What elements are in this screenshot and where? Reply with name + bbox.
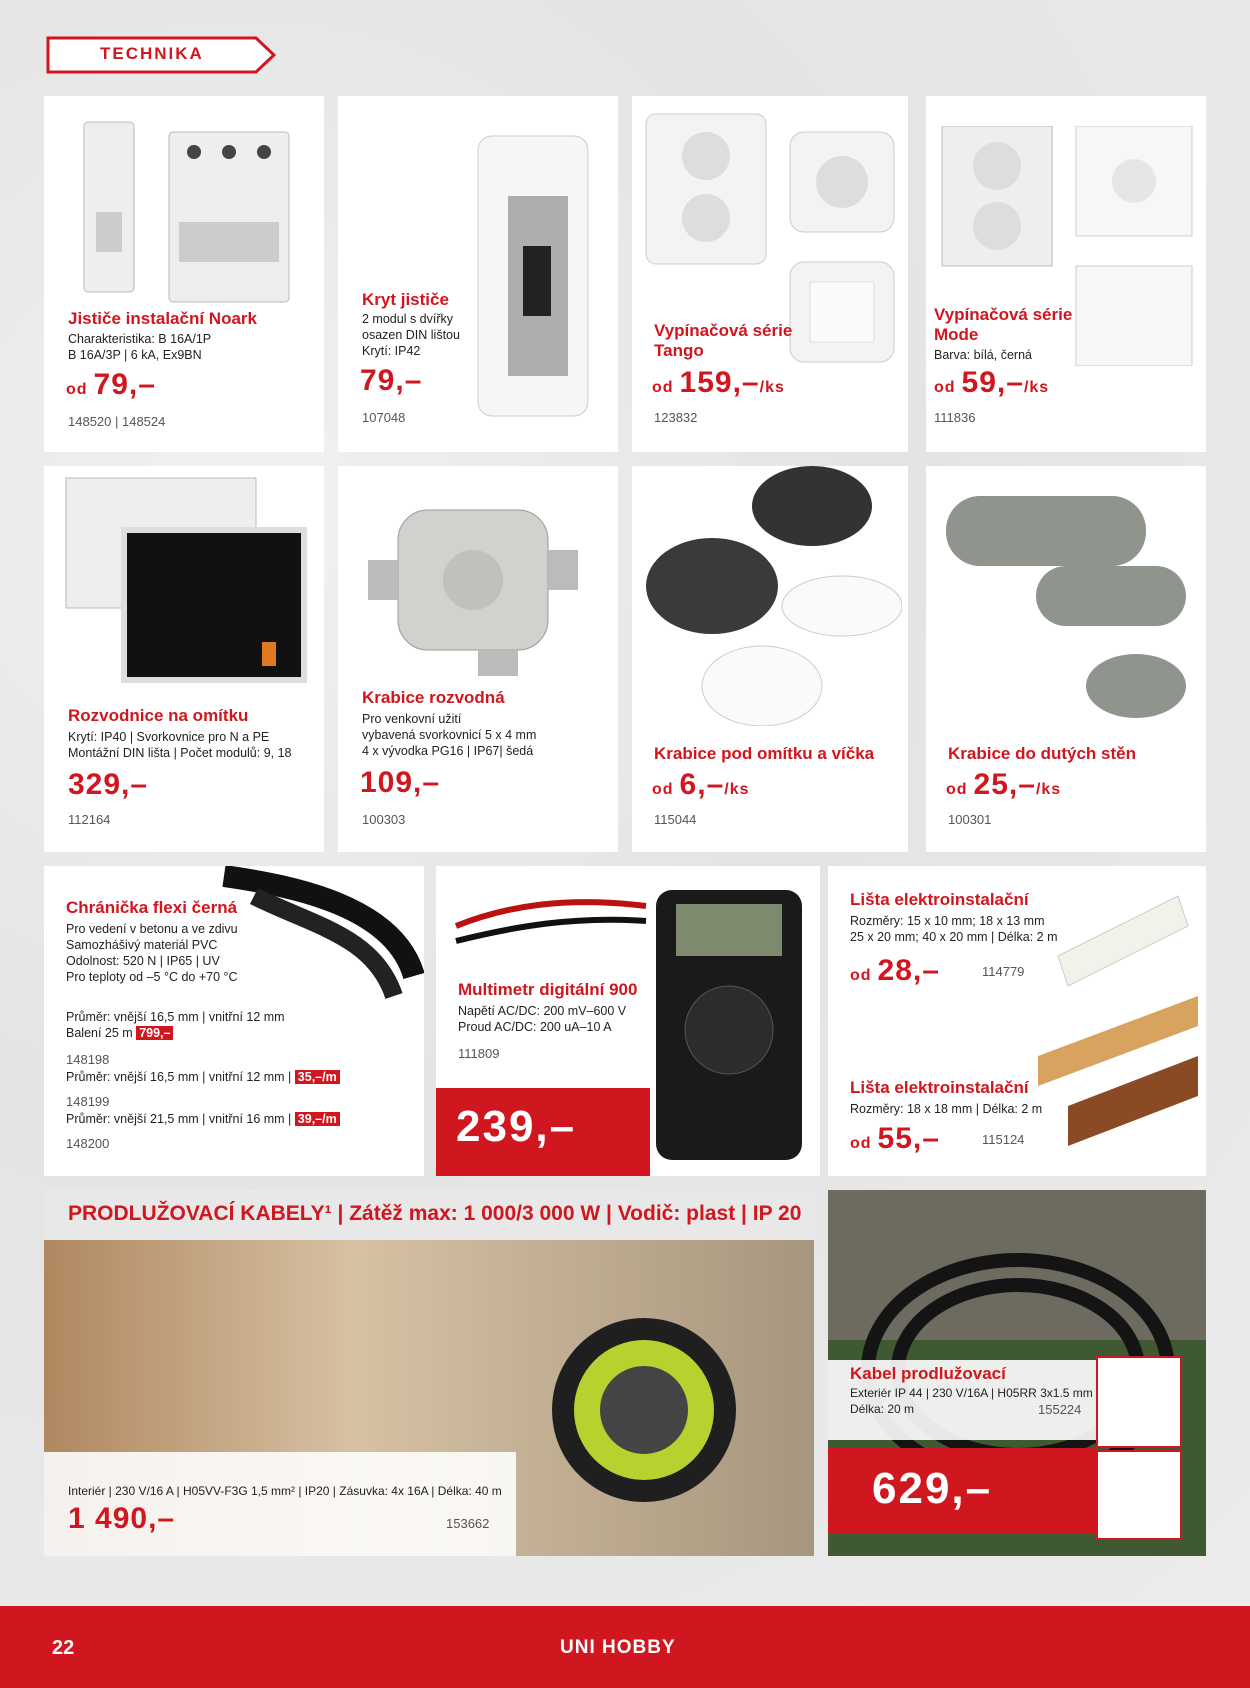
variant-line: Průměr: vnější 16,5 mm | vnitřní 12 mm | bbox=[66, 1070, 292, 1084]
product-title: Tango bbox=[654, 341, 704, 360]
product-desc: 4 x vývodka PG16 | IP67| šedá bbox=[362, 744, 534, 758]
price-prefix: od bbox=[934, 379, 956, 396]
price-unit: /ks bbox=[724, 781, 750, 798]
conduit-image bbox=[214, 866, 424, 1006]
product-code: 148198 bbox=[66, 1052, 110, 1067]
section-tag bbox=[46, 36, 274, 72]
product-desc: B 16A/3P | 6 kA, Ex9BN bbox=[68, 348, 202, 362]
socket-detail-image bbox=[1096, 1356, 1182, 1448]
price-prefix: od bbox=[946, 781, 968, 798]
variant-pack: Balení 25 m bbox=[66, 1026, 133, 1040]
product-desc: Rozměry: 15 x 10 mm; 18 x 13 mm bbox=[850, 914, 1045, 928]
product-title: Kryt jističe bbox=[362, 290, 449, 309]
product-title: Kabel prodlužovací bbox=[850, 1364, 1006, 1383]
price-unit: /ks bbox=[759, 379, 785, 396]
variant-desc: Průměr: vnější 16,5 mm | vnitřní 12 mm bbox=[66, 1010, 285, 1024]
product-title: Krabice do dutých stěn bbox=[948, 744, 1136, 763]
product-desc: 2 modul s dvířky bbox=[362, 312, 454, 326]
product-desc: Délka: 20 m bbox=[850, 1402, 915, 1416]
product-card-tango[interactable] bbox=[632, 96, 908, 452]
price-value: 25,– bbox=[973, 768, 1036, 801]
product-code: 148199 bbox=[66, 1094, 110, 1109]
variant-line: Průměr: vnější 21,5 mm | vnitřní 16 mm | bbox=[66, 1112, 292, 1126]
price-value: 6,– bbox=[679, 768, 725, 801]
price-badge bbox=[436, 1088, 650, 1176]
price-unit: /ks bbox=[1023, 379, 1050, 396]
price-value: 159,– bbox=[679, 366, 760, 399]
extension-cables-banner[interactable] bbox=[44, 1190, 814, 1556]
product-desc: Charakteristika: B 16A/1P bbox=[68, 332, 212, 346]
product-card-kryt[interactable] bbox=[338, 96, 618, 452]
product-code: 112164 bbox=[68, 812, 111, 827]
product-card-lista[interactable] bbox=[828, 866, 1206, 1176]
product-code: 111809 bbox=[458, 1046, 500, 1061]
cavity-box-image bbox=[936, 486, 1198, 726]
product-price bbox=[934, 366, 1049, 400]
product-desc: Interiér | 230 V/16 A | H05VV-F3G 1,5 mm² | IP20 | Zásuvka: 4x 16A | Délka: 40 m bbox=[68, 1484, 502, 1498]
product-price bbox=[66, 368, 156, 402]
circuit-breaker-image bbox=[74, 112, 304, 312]
variant-price: 35,–/m bbox=[295, 1070, 340, 1084]
page-number: 22 bbox=[52, 1637, 75, 1659]
variant-desc bbox=[66, 1026, 173, 1041]
product-price bbox=[850, 1122, 940, 1156]
product-desc: osazen DIN lištou bbox=[362, 328, 460, 342]
product-desc: Krytí: IP40 | Svorkovnice pro N a PE bbox=[68, 730, 270, 744]
variant-desc bbox=[66, 1070, 340, 1085]
product-card-krabice-rozvodna[interactable] bbox=[338, 466, 618, 852]
product-title: Mode bbox=[934, 325, 979, 344]
product-code: 111836 bbox=[934, 410, 976, 425]
price-value: 59,– bbox=[961, 366, 1024, 399]
product-code: 100301 bbox=[948, 812, 992, 827]
cable-trunking-wood-image bbox=[1028, 996, 1206, 1156]
banner-headline: PRODLUŽOVACÍ KABELY¹ | Zátěž max: 1 000/3 000 W | Vodič: plast | IP 20 bbox=[68, 1202, 802, 1225]
price-value: 79,– bbox=[93, 368, 156, 401]
product-title: Lišta elektroinstalační bbox=[850, 1078, 1029, 1097]
brand-logo: UNI HOBBY bbox=[560, 1637, 676, 1658]
price-value: 28,– bbox=[877, 954, 940, 987]
product-card-kabel-ext[interactable] bbox=[828, 1190, 1206, 1556]
price-value: 55,– bbox=[877, 1122, 940, 1155]
product-price bbox=[652, 366, 785, 400]
product-desc: Napětí AC/DC: 200 mV–600 V bbox=[458, 1004, 627, 1018]
product-card-jistice[interactable] bbox=[44, 96, 324, 452]
product-title: Lišta elektroinstalační bbox=[850, 890, 1029, 909]
banner-headline-strip bbox=[44, 1190, 814, 1240]
product-card-chranicka[interactable] bbox=[44, 866, 424, 1176]
product-code: 100303 bbox=[362, 812, 406, 827]
breaker-cover-image bbox=[468, 126, 608, 426]
product-title: Rozvodnice na omítku bbox=[68, 706, 249, 725]
multimeter-image bbox=[656, 890, 806, 1170]
price-badge bbox=[828, 1448, 1096, 1534]
product-desc: vybavená svorkovnicí 5 x 4 mm bbox=[362, 728, 537, 742]
price-value: 239,– bbox=[456, 1102, 577, 1151]
product-title: Krabice rozvodná bbox=[362, 688, 505, 707]
product-code: 115044 bbox=[654, 812, 697, 827]
product-desc: Odolnost: 520 N | IP65 | UV bbox=[66, 954, 220, 968]
product-price: 109,– bbox=[360, 766, 441, 799]
product-price: 329,– bbox=[68, 768, 149, 801]
product-card-rozvodnice[interactable] bbox=[44, 466, 324, 852]
product-desc: Krytí: IP42 bbox=[362, 344, 421, 358]
price-unit: /ks bbox=[1035, 781, 1062, 798]
test-leads-image bbox=[446, 886, 656, 956]
product-price bbox=[652, 768, 750, 802]
price-prefix: od bbox=[850, 967, 872, 984]
variant-price: 39,–/m bbox=[295, 1112, 340, 1126]
product-title: Vypínačová série bbox=[654, 321, 793, 340]
product-title: Jističe instalační Noark bbox=[68, 309, 257, 328]
product-code: 107048 bbox=[362, 410, 406, 425]
product-desc: Exteriér IP 44 | 230 V/16A | H05RR 3x1.5 mm bbox=[850, 1386, 1093, 1400]
product-code: 114779 bbox=[982, 964, 1025, 979]
product-desc: Pro teploty od –5 °C do +70 °C bbox=[66, 970, 238, 984]
price-prefix: od bbox=[652, 379, 674, 396]
product-code: 123832 bbox=[654, 410, 698, 425]
price-value: 629,– bbox=[872, 1464, 993, 1513]
product-card-krabice-duty[interactable] bbox=[926, 466, 1206, 852]
product-code: 153662 bbox=[446, 1516, 490, 1531]
price-prefix: od bbox=[652, 781, 674, 798]
product-card-krabice-omitka[interactable] bbox=[632, 466, 908, 852]
product-title: Vypínačová série bbox=[934, 305, 1073, 324]
product-desc: Pro vedení v betonu a ve zdivu bbox=[66, 922, 238, 936]
variant-price: 799,– bbox=[136, 1026, 173, 1040]
product-code: 148200 bbox=[66, 1136, 110, 1151]
product-desc: Barva: bílá, černá bbox=[934, 348, 1032, 362]
product-code: 148520 | 148524 bbox=[68, 414, 166, 429]
product-price: 79,– bbox=[360, 364, 423, 397]
cable-reel-image bbox=[544, 1300, 744, 1530]
product-price: 1 490,– bbox=[68, 1502, 176, 1535]
product-price bbox=[850, 954, 940, 988]
variant-desc bbox=[66, 1112, 340, 1127]
product-title: Multimetr digitální 900 bbox=[458, 980, 638, 999]
product-desc: 25 x 20 mm; 40 x 20 mm | Délka: 2 m bbox=[850, 930, 1058, 944]
product-card-multimetr[interactable] bbox=[436, 866, 820, 1176]
price-prefix: od bbox=[66, 381, 88, 398]
product-desc: Proud AC/DC: 200 uA–10 A bbox=[458, 1020, 612, 1034]
junction-box-image bbox=[368, 480, 588, 680]
distribution-box-image bbox=[64, 476, 314, 706]
product-code: 115124 bbox=[982, 1132, 1025, 1147]
product-card-mode[interactable] bbox=[926, 96, 1206, 452]
product-title: Chránička flexi černá bbox=[66, 898, 238, 917]
plug-detail-image bbox=[1096, 1450, 1182, 1540]
product-desc: Rozměry: 18 x 18 mm | Délka: 2 m bbox=[850, 1102, 1043, 1116]
price-prefix: od bbox=[850, 1135, 872, 1152]
product-title: Krabice pod omítku a víčka bbox=[654, 744, 875, 763]
product-desc: Pro venkovní užití bbox=[362, 712, 462, 726]
flush-box-image bbox=[642, 466, 902, 726]
product-desc: Samozhášivý materiál PVC bbox=[66, 938, 218, 952]
product-code: 155224 bbox=[1038, 1402, 1082, 1417]
product-price bbox=[946, 768, 1061, 802]
product-desc: Montážní DIN lišta | Počet modulů: 9, 18 bbox=[68, 746, 292, 760]
section-tag-label: TECHNIKA bbox=[100, 44, 204, 63]
